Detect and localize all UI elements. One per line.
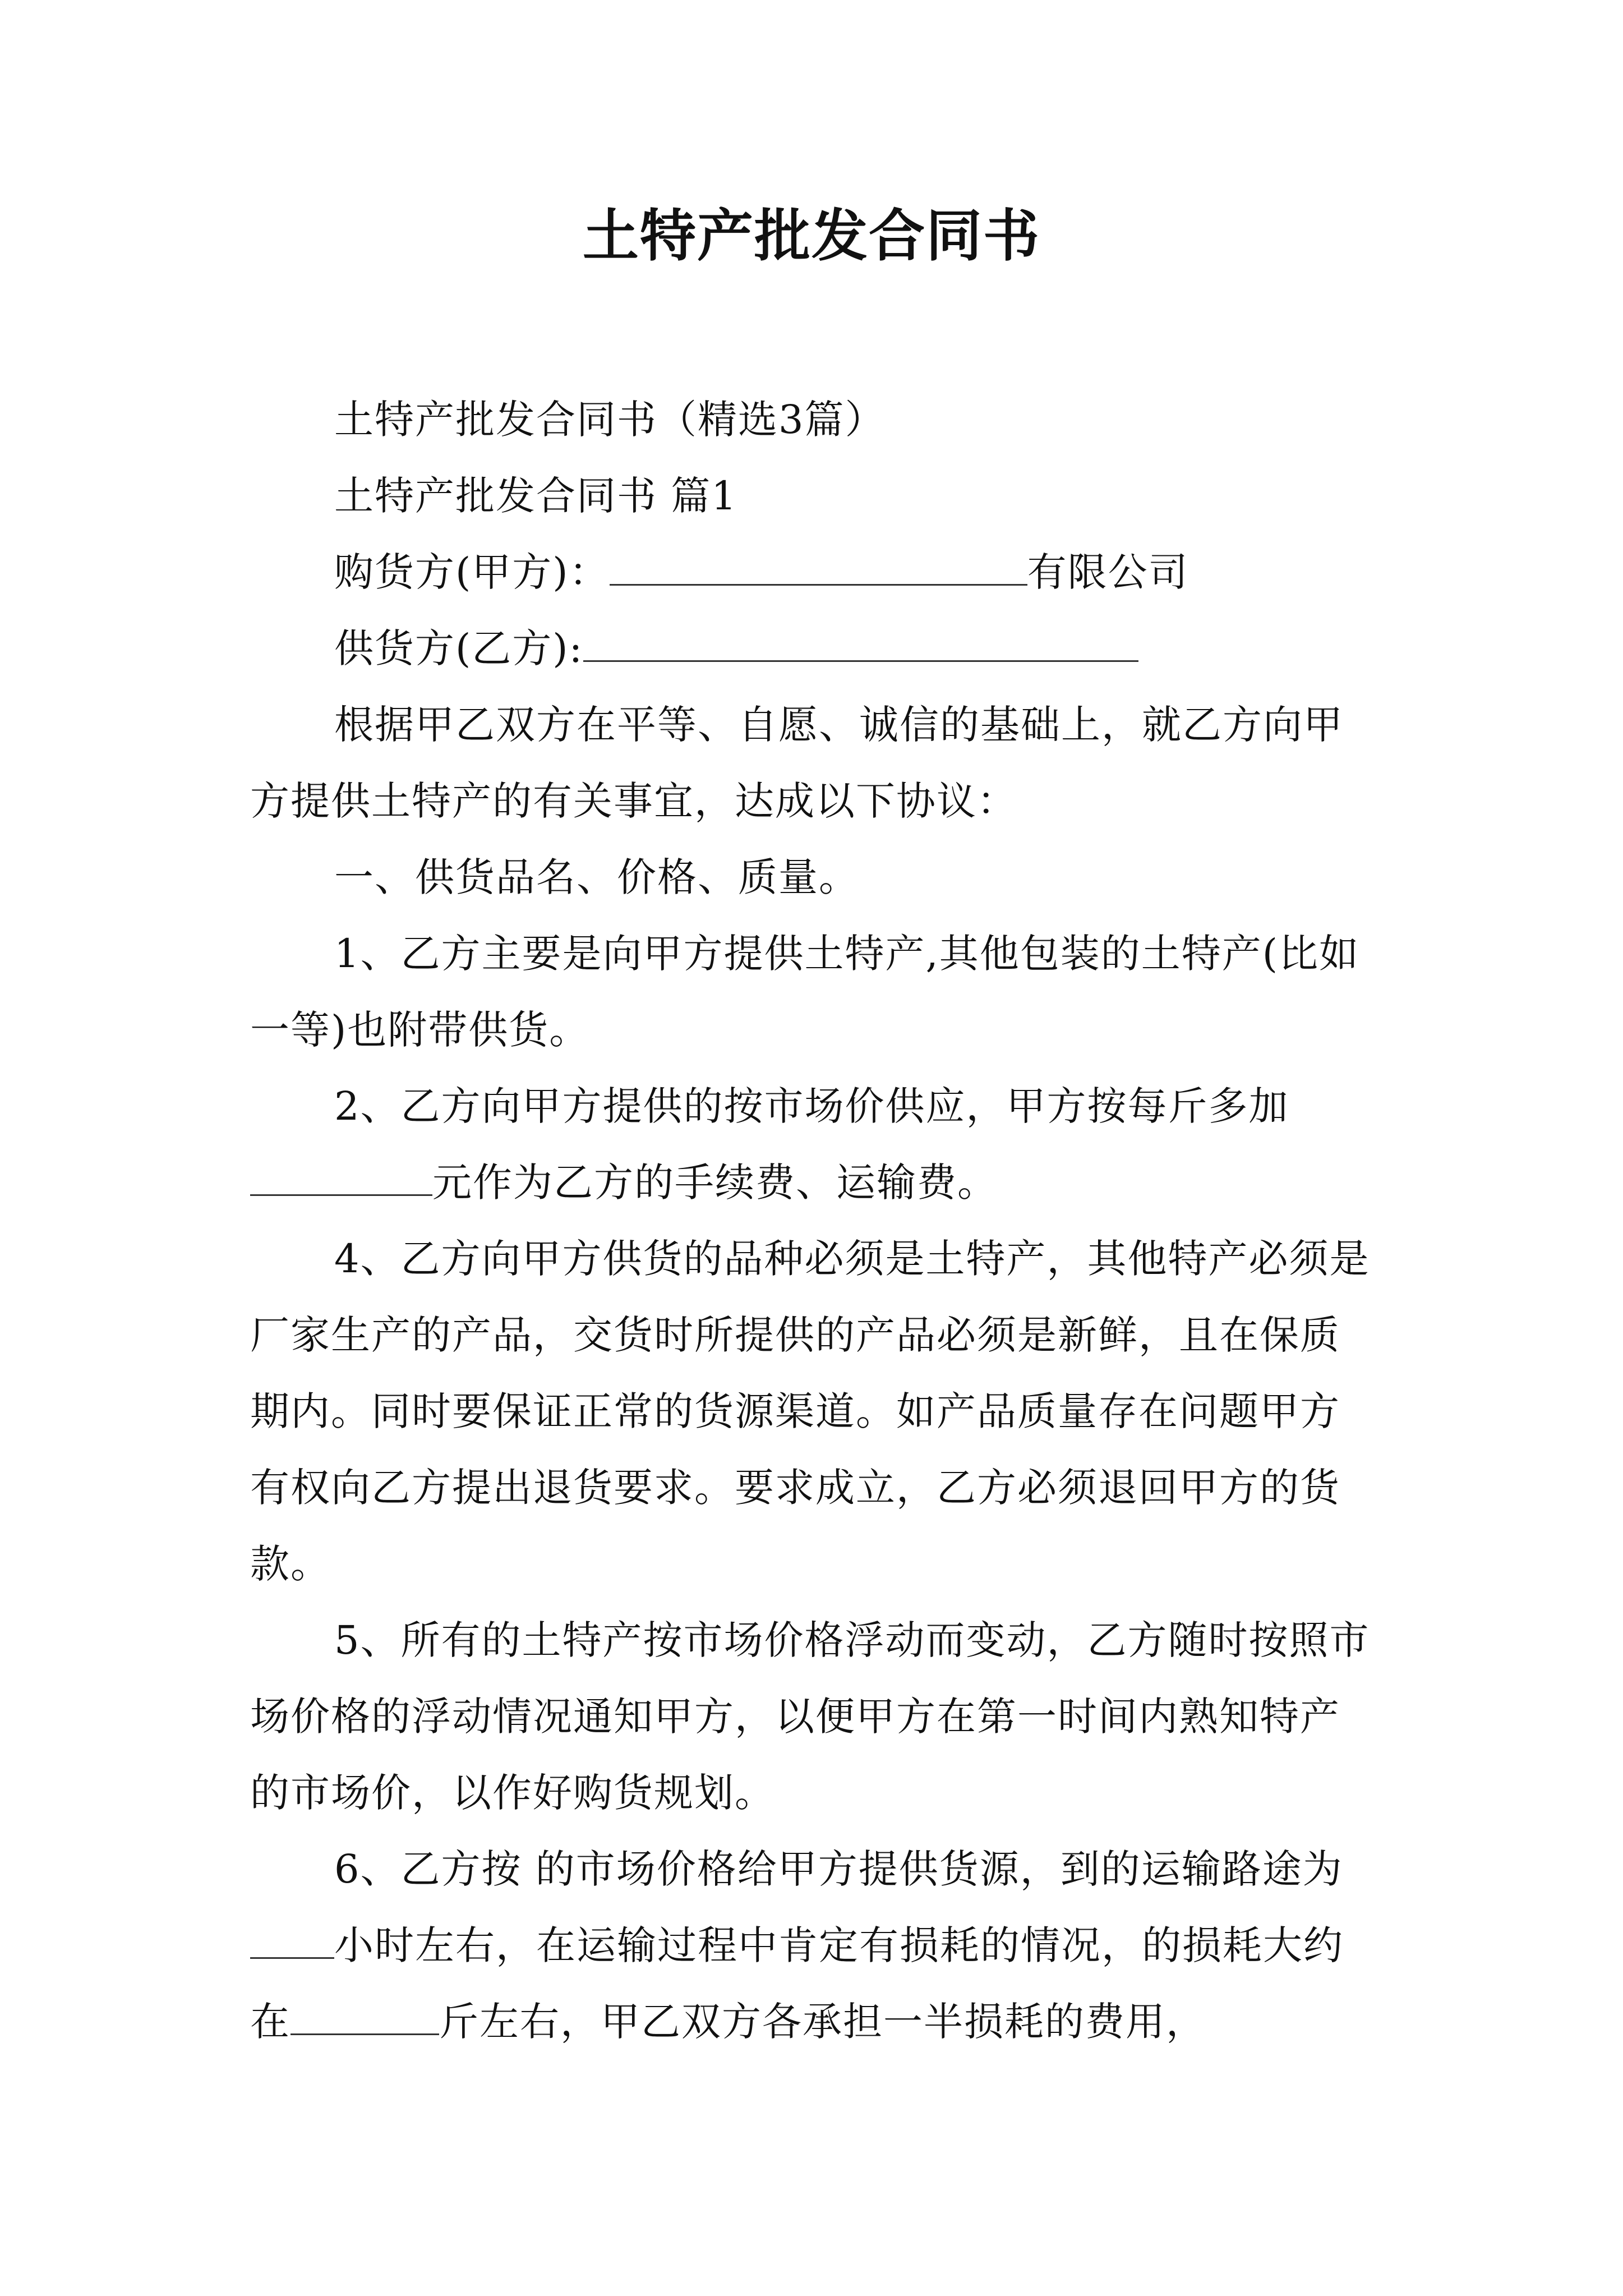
item-1: 1、乙方主要是向甲方提供土特产,其他包装的土特产(比如一等)也附带供货。: [250, 931, 1360, 1053]
item-2-text-before: 2、乙方向甲方提供的按市场价供应，甲方按每斤多加: [334, 1083, 1289, 1129]
buyer-name-blank: [610, 550, 1027, 586]
subtitle: 土特产批发合同书（精选3篇）: [334, 397, 886, 443]
item-5: 5、所有的土特产按市场价格浮动而变动，乙方随时按照市场价格的浮动情况通知甲方，以便甲方在第一时间内熟知特产的市场价，以作好购货规划。: [250, 1617, 1370, 1816]
loss-amount-blank: [291, 2000, 439, 2035]
item-6-text-a: 6、乙方按 的市场价格给甲方提供货源，到的运输路途为: [334, 1846, 1343, 1892]
document-body: [250, 381, 1377, 2060]
item-2-text-after: 元作为乙方的手续费、运输费。: [432, 1159, 998, 1205]
item-6-text-c: 斤左右，甲乙双方各承担一半损耗的费用，: [439, 1999, 1206, 2045]
fee-blank: [250, 1161, 432, 1196]
intro-paragraph: 根据甲乙双方在平等、自愿、诚信的基础上，就乙方向甲方提供土特产的有关事宜，达成以下协议：: [250, 702, 1344, 824]
buyer-label: 购货方(甲方)：: [334, 549, 610, 595]
hours-blank: [250, 1924, 334, 1959]
item-6-text-b: 小时左右，在运输过程中肯定有损耗的情况，的损耗大约在: [250, 1922, 1344, 2045]
item-2: [250, 1068, 1377, 1221]
supplier-name-blank: [583, 627, 1138, 662]
section-heading: 土特产批发合同书 篇1: [334, 473, 737, 519]
buyer-suffix: 有限公司: [1027, 549, 1189, 595]
buyer-line: [250, 534, 1377, 610]
supplier-label: 供货方(乙方):: [334, 625, 584, 671]
supplier-line: [250, 610, 1377, 687]
clause-heading: 一、供货品名、价格、质量。: [334, 854, 859, 900]
item-6: [250, 1831, 1377, 2060]
document-title: 土特产批发合同书: [583, 203, 1040, 269]
item-4: 4、乙方向甲方供货的品种必须是土特产，其他特产必须是厂家生产的产品，交货时所提供的产品必须是新鲜，且在保质期内。同时要保证正常的货源渠道。如产品质量存在问题甲方有权向乙方提出退货要求。要求成立，乙方必须退回甲方的货款。: [250, 1236, 1370, 1587]
